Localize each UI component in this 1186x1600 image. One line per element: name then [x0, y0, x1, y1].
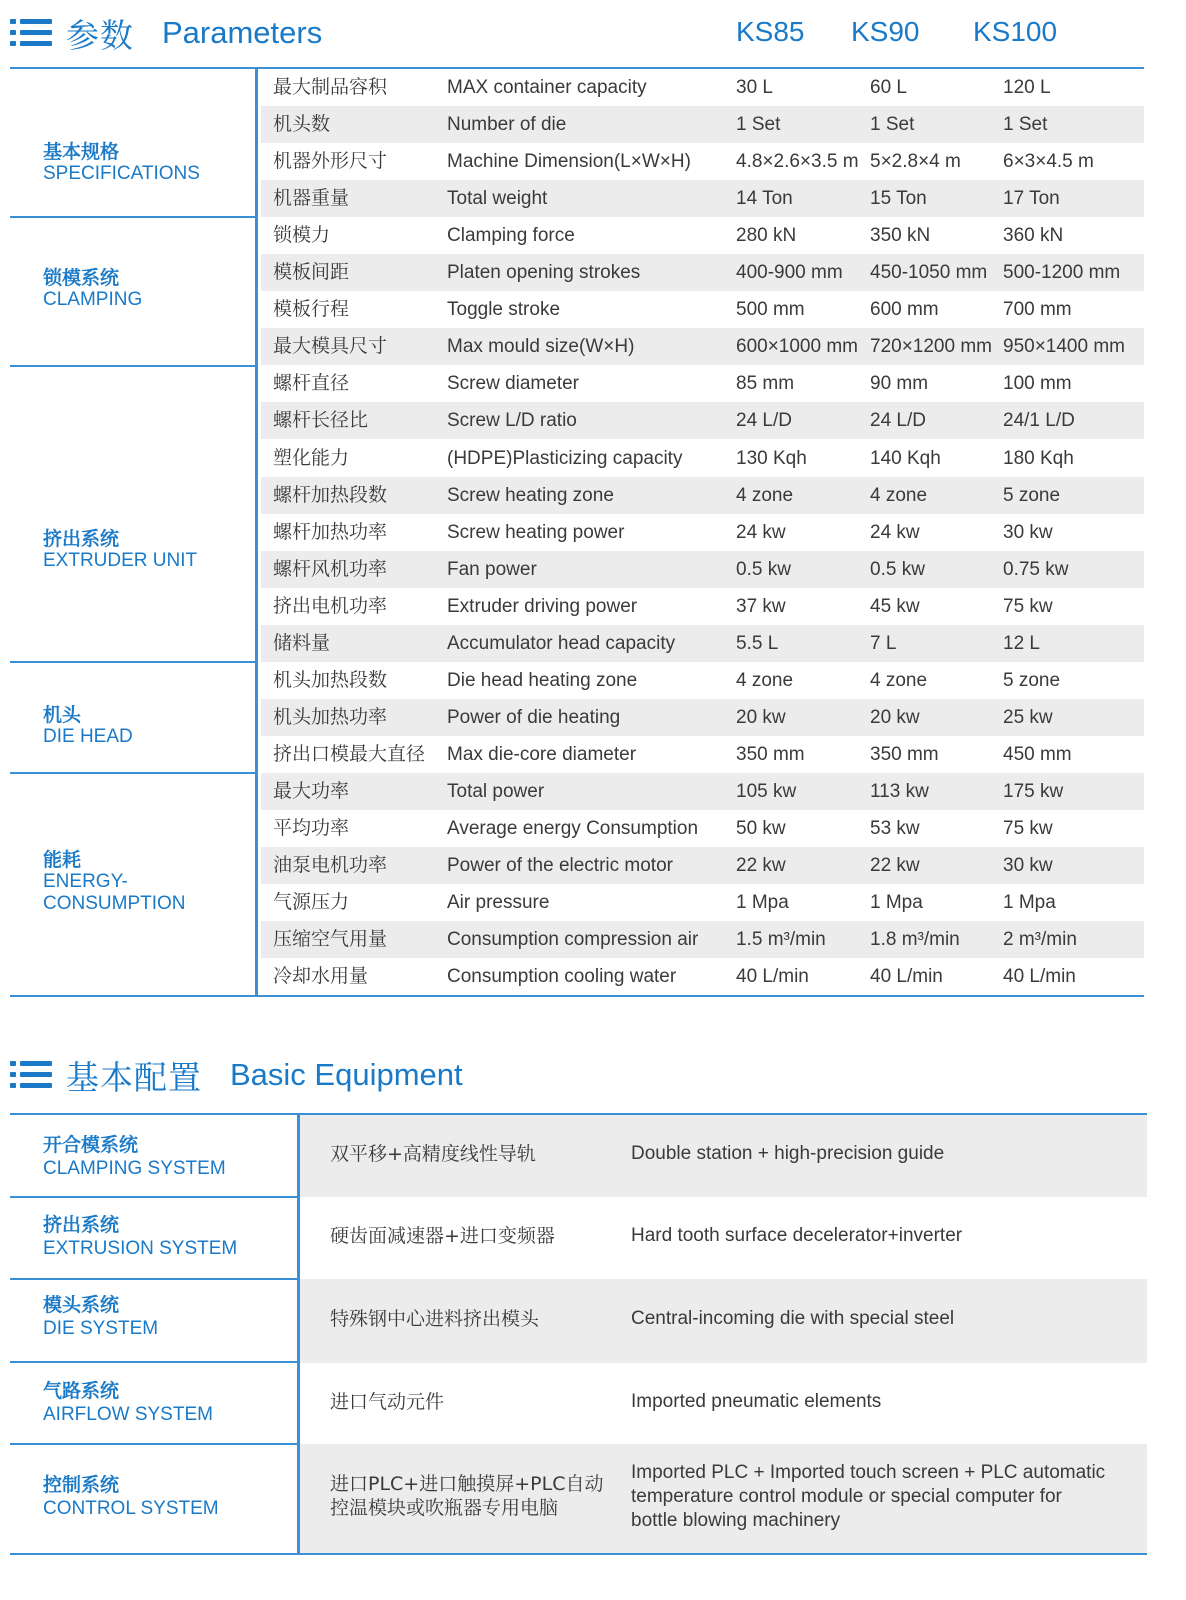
param-name-zh: 锁模力 — [273, 224, 331, 247]
param-name-en: Power of die heating — [447, 706, 621, 728]
label-clamping-system: 开合模系统 CLAMPING SYSTEM — [43, 1134, 226, 1179]
param-name-en: Consumption compression air — [447, 929, 699, 951]
param-name-en: Total power — [447, 780, 545, 802]
equipment-zh: 进口PLC+进口触摸屏+PLC自动控温模块或吹瓶器专用电脑 — [330, 1473, 604, 1519]
value-ks90: 1.8 m³/min — [870, 929, 960, 951]
param-name-zh: 螺杆加热功率 — [273, 520, 388, 543]
value-ks85: 0.5 kw — [736, 558, 791, 580]
value-ks90: 40 L/min — [870, 966, 943, 988]
param-name-en: Clamping force — [447, 225, 575, 247]
value-ks90: 0.5 kw — [870, 558, 925, 580]
param-name-zh: 机头加热功率 — [273, 705, 388, 728]
section-specifications: 基本规格 SPECIFICATIONS — [43, 141, 200, 184]
value-ks100: 40 L/min — [1003, 966, 1076, 988]
value-ks85: 280 kN — [736, 225, 797, 247]
param-name-en: Machine Dimension(L×W×H) — [447, 151, 691, 173]
value-ks85: 400-900 mm — [736, 262, 843, 284]
value-ks90: 90 mm — [870, 373, 929, 395]
value-ks100: 100 mm — [1003, 373, 1072, 395]
equipment-row — [300, 1279, 1147, 1363]
value-ks100: 950×1400 mm — [1003, 336, 1125, 358]
param-name-zh: 机器重量 — [273, 187, 350, 210]
value-ks100: 5 zone — [1003, 484, 1061, 506]
param-name-zh: 储料量 — [273, 631, 331, 654]
value-ks100: 180 Kqh — [1003, 447, 1074, 469]
value-ks100: 5 zone — [1003, 669, 1061, 691]
param-row — [261, 180, 1144, 217]
value-ks90: 4 zone — [870, 669, 928, 691]
equipment-heading — [10, 1052, 463, 1098]
value-ks85: 4.8×2.6×3.5 m — [736, 151, 859, 173]
section-energy-consumption: 能耗 ENERGY-CONSUMPTION — [43, 849, 186, 914]
value-ks90: 53 kw — [870, 818, 920, 839]
label-control-system: 控制系统 CONTROL SYSTEM — [43, 1474, 219, 1519]
param-name-en: Screw L/D ratio — [447, 410, 577, 432]
param-name-en: Average energy Consumption — [447, 818, 699, 839]
param-name-en: Screw heating zone — [447, 484, 614, 506]
value-ks85: 130 Kqh — [736, 447, 807, 469]
value-ks90: 22 kw — [870, 855, 920, 877]
param-name-zh: 机器外形尺寸 — [273, 150, 388, 173]
param-row — [261, 810, 1144, 847]
param-row — [261, 551, 1144, 588]
param-row — [261, 365, 1144, 402]
param-name-zh: 冷却水用量 — [273, 965, 369, 988]
param-row — [261, 699, 1144, 736]
param-name-en: Air pressure — [447, 892, 550, 914]
param-row — [261, 254, 1144, 291]
value-ks85: 5.5 L — [736, 632, 779, 654]
model-ks100: KS100 — [973, 16, 1058, 47]
param-name-en: Consumption cooling water — [447, 966, 677, 988]
value-ks85: 4 zone — [736, 484, 794, 506]
section-rule — [10, 216, 257, 218]
equipment-en: Double station + high-precision guide — [631, 1143, 945, 1164]
value-ks90: 113 kw — [870, 780, 929, 802]
parameters-title-en: Parameters — [162, 15, 323, 50]
param-row — [261, 736, 1144, 773]
param-name-zh: 压缩空气用量 — [273, 928, 388, 951]
value-ks85: 24 kw — [736, 521, 786, 543]
param-name-zh: 最大模具尺寸 — [273, 335, 388, 358]
value-ks85: 4 zone — [736, 669, 794, 691]
value-ks90: 24 L/D — [870, 410, 926, 432]
value-ks90: 7 L — [870, 632, 897, 654]
param-row — [261, 921, 1144, 958]
param-name-en: Toggle stroke — [447, 299, 561, 321]
value-ks100: 500-1200 mm — [1003, 262, 1121, 284]
value-ks90: 20 kw — [870, 706, 920, 728]
equipment-row — [300, 1444, 1147, 1553]
value-ks85: 30 L — [736, 77, 773, 98]
param-row — [261, 514, 1144, 551]
value-ks100: 30 kw — [1003, 855, 1053, 877]
value-ks90: 350 mm — [870, 743, 939, 765]
value-ks90: 60 L — [870, 77, 907, 98]
equipment-en: Central-incoming die with special steel — [631, 1308, 955, 1329]
param-name-zh: 模板行程 — [273, 298, 350, 321]
value-ks100: 6×3×4.5 m — [1003, 151, 1094, 173]
value-ks90: 600 mm — [870, 299, 939, 321]
param-name-en: Die head heating zone — [447, 669, 638, 691]
value-ks85: 500 mm — [736, 299, 805, 321]
value-ks90: 350 kN — [870, 225, 931, 247]
param-name-en: Max mould size(W×H) — [447, 336, 635, 358]
param-row — [261, 291, 1144, 328]
value-ks85: 1 Set — [736, 114, 781, 136]
value-ks100: 75 kw — [1003, 818, 1053, 839]
value-ks85: 37 kw — [736, 595, 786, 617]
param-name-zh: 挤出电机功率 — [273, 594, 388, 617]
value-ks85: 24 L/D — [736, 410, 792, 432]
value-ks100: 1 Set — [1003, 114, 1048, 136]
value-ks100: 24/1 L/D — [1003, 410, 1075, 432]
param-row — [261, 773, 1144, 810]
param-name-zh: 螺杆直径 — [273, 372, 350, 395]
param-name-en: Extruder driving power — [447, 595, 638, 617]
param-name-en: Screw diameter — [447, 373, 579, 395]
param-row — [261, 143, 1144, 180]
list-icon — [10, 1058, 52, 1092]
section-rule — [10, 365, 257, 367]
param-name-en: MAX container capacity — [447, 77, 647, 98]
equipment-row — [300, 1115, 1147, 1197]
section-extruder-unit: 挤出系统 EXTRUDER UNIT — [43, 528, 198, 571]
param-name-en: Screw heating power — [447, 521, 625, 543]
param-row — [261, 958, 1144, 995]
value-ks90: 5×2.8×4 m — [870, 151, 961, 173]
value-ks85: 50 kw — [736, 818, 786, 839]
params-bottom-rule — [10, 995, 1144, 997]
value-ks90: 45 kw — [870, 595, 920, 617]
param-name-en: Number of die — [447, 114, 567, 136]
param-row — [261, 884, 1144, 921]
param-name-en: Total weight — [447, 188, 548, 210]
params-divider — [255, 69, 258, 997]
param-row — [261, 588, 1144, 625]
value-ks90: 15 Ton — [870, 188, 927, 210]
value-ks90: 140 Kqh — [870, 447, 941, 469]
value-ks90: 720×1200 mm — [870, 336, 992, 358]
param-name-zh: 最大制品容积 — [273, 76, 388, 98]
label-airflow-system: 气路系统 AIRFLOW SYSTEM — [43, 1380, 213, 1425]
equipment-zh: 进口气动元件 — [330, 1391, 445, 1413]
section-rule — [10, 661, 257, 663]
equipment-title-en: Basic Equipment — [230, 1057, 463, 1092]
section-clamping: 锁模系统 CLAMPING — [43, 267, 143, 310]
value-ks100: 175 kw — [1003, 780, 1064, 802]
value-ks85: 14 Ton — [736, 188, 793, 210]
param-name-en: Accumulator head capacity — [447, 632, 676, 654]
param-row — [261, 217, 1144, 254]
param-row — [261, 625, 1144, 662]
parameters-title-zh: 参数 — [66, 15, 134, 55]
value-ks100: 700 mm — [1003, 299, 1072, 321]
param-name-zh: 模板间距 — [273, 261, 350, 284]
equipment-row — [300, 1363, 1147, 1444]
value-ks85: 600×1000 mm — [736, 336, 858, 358]
value-ks100: 450 mm — [1003, 743, 1072, 765]
value-ks90: 24 kw — [870, 521, 920, 543]
value-ks100: 30 kw — [1003, 521, 1053, 543]
equipment-en: Imported PLC + Imported touch screen + PLC automatic temperature control module or special computer for bottle blowing machinery — [631, 1462, 1106, 1531]
equipment-en: Imported pneumatic elements — [631, 1391, 882, 1412]
param-row — [261, 440, 1144, 477]
equipment-row — [300, 1197, 1147, 1279]
param-name-zh: 机头加热段数 — [273, 668, 388, 691]
equipment-en: Hard tooth surface decelerator+inverter — [631, 1225, 963, 1246]
equipment-title-zh: 基本配置 — [66, 1057, 202, 1097]
param-name-zh: 螺杆风机功率 — [273, 557, 388, 580]
param-row — [261, 477, 1144, 514]
value-ks90: 1 Mpa — [870, 892, 923, 914]
param-name-zh: 最大功率 — [273, 779, 350, 802]
param-name-en: Fan power — [447, 558, 537, 580]
param-row — [261, 69, 1144, 106]
value-ks85: 105 kw — [736, 780, 797, 802]
label-extrusion-system: 挤出系统 EXTRUSION SYSTEM — [43, 1214, 238, 1259]
section-die-head: 机头 DIE HEAD — [43, 704, 133, 747]
value-ks85: 1.5 m³/min — [736, 929, 826, 951]
param-name-zh: 螺杆长径比 — [273, 409, 369, 432]
equipment-zh: 双平移+高精度线性导轨 — [330, 1143, 536, 1165]
value-ks100: 25 kw — [1003, 706, 1053, 728]
param-name-zh: 螺杆加热段数 — [273, 483, 388, 506]
label-die-system: 模头系统 DIE SYSTEM — [43, 1294, 159, 1339]
value-ks85: 20 kw — [736, 706, 786, 728]
param-row — [261, 662, 1144, 699]
value-ks85: 22 kw — [736, 855, 786, 877]
equipment-zh: 特殊钢中心进料挤出模头 — [330, 1308, 540, 1330]
value-ks100: 12 L — [1003, 632, 1040, 654]
section-rule — [10, 1278, 299, 1280]
model-ks90: KS90 — [851, 16, 920, 47]
param-name-zh: 油泵电机功率 — [273, 854, 388, 877]
param-name-zh: 气源压力 — [273, 891, 350, 914]
param-row — [261, 402, 1144, 439]
value-ks90: 1 Set — [870, 114, 915, 136]
value-ks100: 1 Mpa — [1003, 892, 1056, 914]
value-ks85: 40 L/min — [736, 966, 809, 988]
param-row — [261, 328, 1144, 365]
param-name-en: Max die-core diameter — [447, 743, 637, 765]
value-ks90: 4 zone — [870, 484, 928, 506]
equipment-zh: 硬齿面减速器+进口变频器 — [330, 1225, 555, 1247]
value-ks100: 75 kw — [1003, 595, 1053, 617]
list-icon — [10, 16, 52, 50]
value-ks100: 17 Ton — [1003, 188, 1060, 210]
equipment-bottom-rule — [10, 1553, 1147, 1555]
param-name-zh: 塑化能力 — [273, 446, 350, 469]
value-ks85: 85 mm — [736, 373, 795, 395]
param-row — [261, 106, 1144, 143]
model-ks85: KS85 — [736, 16, 805, 47]
section-rule — [10, 1196, 299, 1198]
param-name-zh: 挤出口模最大直径 — [273, 742, 426, 765]
value-ks90: 450-1050 mm — [870, 262, 988, 284]
param-name-zh: 平均功率 — [273, 817, 350, 839]
parameters-heading — [10, 10, 322, 56]
value-ks85: 1 Mpa — [736, 892, 789, 914]
value-ks100: 0.75 kw — [1003, 558, 1069, 580]
section-rule — [10, 772, 257, 774]
value-ks100: 2 m³/min — [1003, 929, 1077, 951]
section-rule — [10, 1361, 299, 1363]
value-ks100: 120 L — [1003, 77, 1051, 98]
param-name-en: (HDPE)Plasticizing capacity — [447, 447, 683, 469]
section-rule — [10, 1443, 299, 1445]
param-name-en: Platen opening strokes — [447, 262, 641, 284]
value-ks100: 360 kN — [1003, 225, 1064, 247]
value-ks85: 350 mm — [736, 743, 805, 765]
param-row — [261, 847, 1144, 884]
param-name-zh: 机头数 — [273, 113, 331, 136]
param-name-en: Power of the electric motor — [447, 855, 673, 877]
